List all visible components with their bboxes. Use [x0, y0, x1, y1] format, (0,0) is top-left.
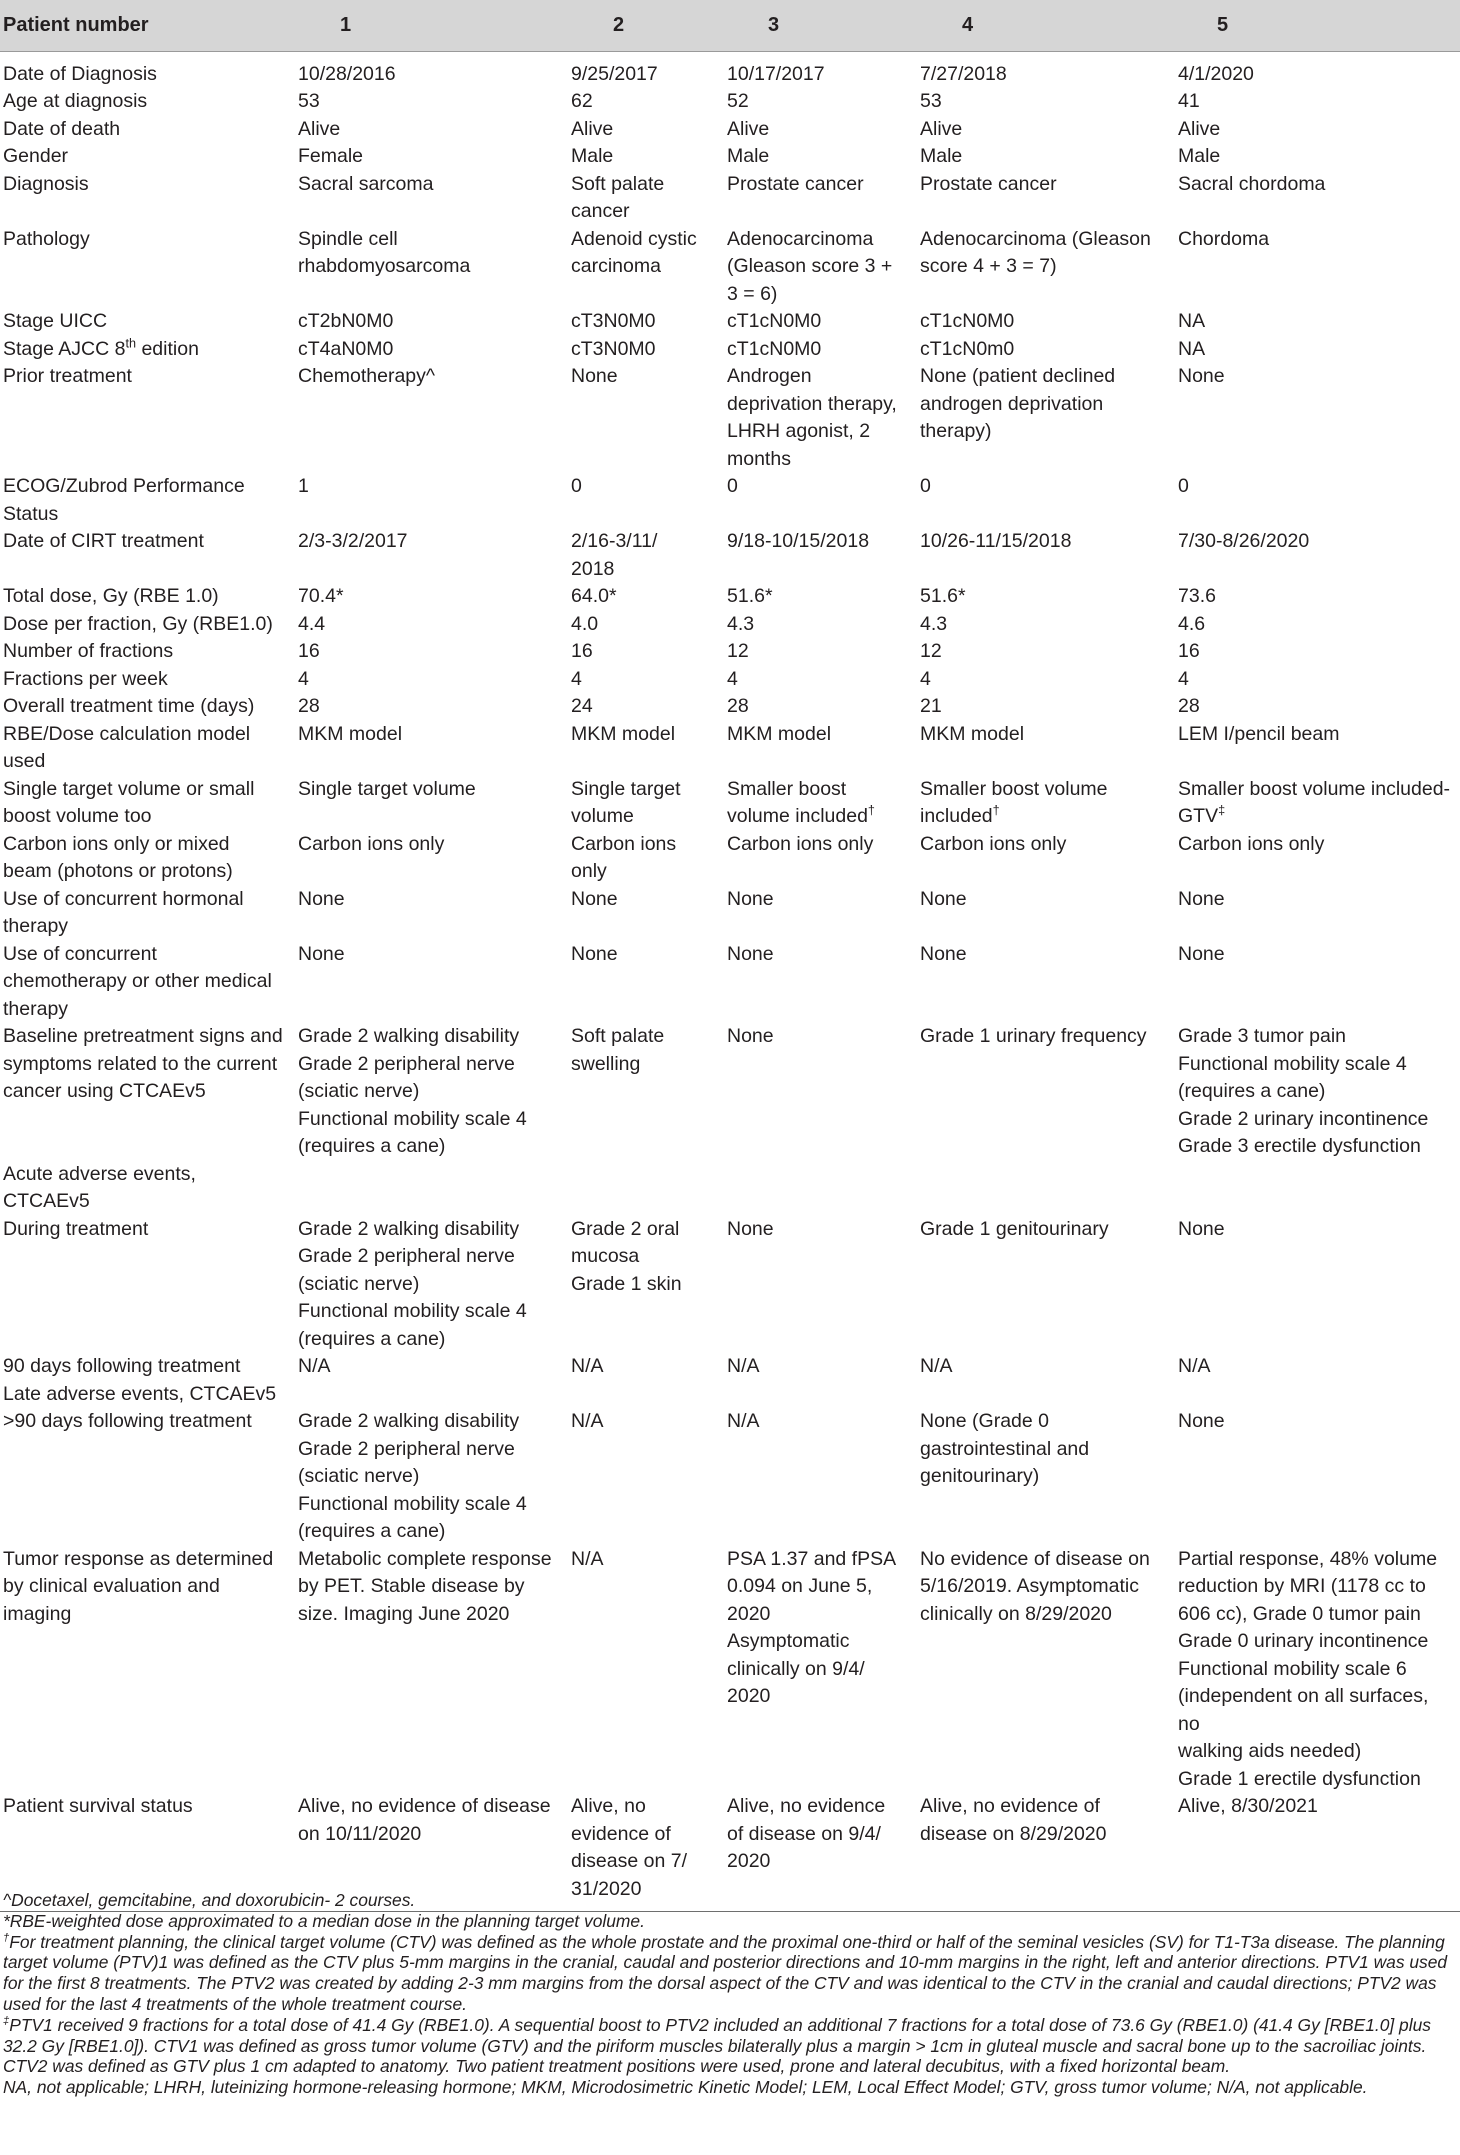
table-cell-patient-3: 28 — [727, 695, 749, 717]
table-cell-patient-1: Alive, no evidence of disease on 10/11/2020 — [297, 1793, 571, 1912]
header-patient-2: 2 — [571, 0, 725, 51]
table-cell-patient-2: Alive, no evidence of disease on 7/ 31/2020 — [571, 1793, 725, 1912]
row-label: Carbon ions only or mixed beam (photons or protons) — [3, 832, 233, 882]
table-cell-patient-3: 4.3 — [727, 612, 755, 635]
table-cell-patient-1: Sacral sarcoma — [298, 172, 434, 195]
table-cell-patient-3: Carbon ions only — [727, 832, 874, 855]
row-label: Age at diagnosis — [3, 90, 148, 112]
table-row — [0, 1546, 1460, 1794]
table-cell-patient-5: Chordoma — [1178, 227, 1270, 250]
table-cell-patient-1: Female — [298, 145, 364, 167]
table-cell-patient-3: cT1cN0M0 — [727, 310, 822, 332]
table-row — [0, 143, 1460, 171]
table-cell-patient-3: MKM model — [727, 722, 832, 745]
table-footnotes — [3, 1890, 1455, 2098]
table-cell-patient-5: None — [1178, 1410, 1225, 1432]
row-label: Use of concurrent hormonal therapy — [3, 887, 244, 937]
table-cell-patient-3: 52 — [727, 90, 749, 112]
table-cell-patient-5: Alive, 8/30/2021 — [1177, 1793, 1460, 1912]
table-cell-patient-4: 4 — [920, 667, 931, 690]
table-cell-patient-5: 16 — [1178, 640, 1200, 662]
table-cell-patient-1: Grade 2 walking disability Grade 2 peripheral nerve (sciatic nerve) Functional mobility scale 4 (requires a cane) — [298, 1217, 527, 1350]
table-cell-patient-1: 28 — [298, 695, 320, 717]
table-cell-patient-5: None — [1178, 1217, 1225, 1240]
table-cell-patient-4: 51.6* — [920, 585, 966, 607]
table-row — [0, 308, 1460, 336]
table-cell-patient-5: 7/30-8/26/2020 — [1178, 530, 1310, 552]
table-row — [0, 1408, 1460, 1546]
footnote: *RBE-weighted dose approximated to a median dose in the planning target volume. — [3, 1910, 645, 1931]
table-cell-patient-1: Metabolic complete response by PET. Stable disease by size. Imaging June 2020 — [298, 1547, 552, 1625]
table-cell-patient-3: Alive, no evidence of disease on 9/4/ 2020 — [725, 1793, 919, 1912]
row-label: Number of fractions — [3, 640, 174, 662]
table-cell-patient-2: N/A — [571, 1410, 604, 1432]
table-cell-patient-1: 2/3-3/2/2017 — [298, 530, 408, 552]
header-patient-4: 4 — [919, 0, 1177, 51]
footnote: ^Docetaxel, gemcitabine, and doxorubicin- 2 courses. — [3, 1890, 416, 1910]
table-cell-patient-1 — [297, 1161, 571, 1216]
table-cell-patient-2: Single target volume — [571, 777, 681, 827]
table-row — [0, 363, 1460, 473]
table-cell-patient-1: 4.4 — [298, 612, 326, 635]
table-row — [0, 886, 1460, 941]
table-cell-patient-4: N/A — [920, 1355, 953, 1377]
table-cell-patient-1: Chemotherapy^ — [298, 365, 436, 387]
table-row — [0, 226, 1460, 309]
table-cell-patient-2: 24 — [571, 695, 593, 717]
table-cell-patient-4: 53 — [920, 90, 942, 112]
table-cell-patient-4: Prostate cancer — [920, 172, 1057, 195]
table-row — [0, 1023, 1460, 1161]
table-cell-patient-1: Grade 2 walking disability Grade 2 peripheral nerve (sciatic nerve) Functional mobility scale 4 (requires a cane) — [298, 1025, 527, 1157]
row-label: Acute adverse events, CTCAEv5 — [3, 1162, 196, 1212]
table-cell-patient-3: Prostate cancer — [727, 172, 864, 195]
table-row — [0, 666, 1460, 694]
table-cell-patient-3: Adenocarcinoma (Gleason score 3 + 3 = 6) — [727, 227, 893, 305]
table-cell-patient-2: Carbon ions only — [571, 832, 677, 882]
header-patient-1: 1 — [297, 0, 571, 51]
table-cell-patient-2: None — [571, 887, 618, 910]
table-cell-patient-4: Grade 1 genitourinary — [920, 1217, 1109, 1240]
row-label: Stage AJCC 8th edition — [3, 336, 199, 360]
table-cell-patient-4: None — [920, 942, 967, 965]
table-cell-patient-5: 4/1/2020 — [1178, 62, 1254, 85]
table-cell-patient-1: 1 — [298, 475, 309, 497]
table-cell-patient-5: Grade 3 tumor pain Functional mobility scale 4 (requires a cane) Grade 2 urinary incontinence Grade 3 erectile dysfunction — [1178, 1025, 1429, 1157]
table-row — [0, 473, 1460, 528]
table-cell-patient-4: 12 — [920, 640, 942, 662]
table-cell-patient-2: N/A — [571, 1547, 604, 1570]
table-cell-patient-2: 16 — [571, 640, 593, 662]
row-label: Baseline pretreatment signs and symptoms related to the current cancer using CTCAEv5 — [3, 1025, 283, 1102]
table-cell-patient-3: PSA 1.37 and fPSA 0.094 on June 5, 2020 Asymptomatic clinically on 9/4/ 2020 — [727, 1547, 897, 1707]
table-row — [0, 721, 1460, 776]
row-label: Date of CIRT treatment — [3, 530, 204, 552]
header-patient-5: 5 — [1177, 0, 1460, 51]
row-label: RBE/Dose calculation model used — [3, 722, 251, 772]
table-row — [0, 1353, 1460, 1408]
table-cell-patient-2: Adenoid cystic carcinoma — [571, 227, 697, 277]
table-cell-patient-3: Male — [727, 145, 770, 167]
table-cell-patient-2: 0 — [571, 475, 582, 497]
table-cell-patient-3: cT1cN0M0 — [727, 337, 822, 360]
table-cell-patient-1: N/A — [298, 1355, 331, 1377]
table-cell-patient-3: 12 — [727, 640, 749, 662]
table-cell-patient-4: 0 — [920, 475, 931, 497]
table-cell-patient-4: Grade 1 urinary frequency — [920, 1025, 1147, 1047]
table-cell-patient-4: cT1cN0m0 — [920, 337, 1015, 360]
table-cell-patient-1: Grade 2 walking disability Grade 2 peripheral nerve (sciatic nerve) Functional mobility scale 4 (requires a cane) — [298, 1410, 527, 1542]
table-cell-patient-4: 21 — [920, 695, 942, 717]
table-cell-patient-3: 9/18-10/15/2018 — [727, 530, 870, 552]
table-cell-patient-3: 51.6* — [727, 585, 773, 607]
row-label: Total dose, Gy (RBE 1.0) — [3, 585, 219, 607]
table-cell-patient-4: cT1cN0M0 — [920, 310, 1015, 332]
table-cell-patient-5: NA — [1178, 337, 1206, 360]
table-row — [0, 638, 1460, 666]
table-cell-patient-2: cT3N0M0 — [571, 310, 656, 332]
table-row — [0, 611, 1460, 639]
table-cell-patient-5: Partial response, 48% volume reduction by MRI (1178 cc to 606 cc), Grade 0 tumor pain Grade 0 urinary incontinence Functional mobility scale 6 (independent on all surfaces, no walking aids needed) Grade 1 erectile dysfunction — [1178, 1547, 1438, 1790]
table-cell-patient-2: 62 — [571, 90, 593, 112]
table-cell-patient-1: cT2bN0M0 — [298, 310, 394, 332]
table-cell-patient-3: Smaller boost volume included† — [727, 777, 875, 827]
table-cell-patient-1: Spindle cell rhabdomyosarcoma — [298, 227, 471, 277]
table-cell-patient-1: None — [298, 942, 345, 965]
table-cell-patient-2: Soft palate cancer — [571, 172, 665, 222]
table-cell-patient-1: Carbon ions only — [298, 832, 445, 855]
table-cell-patient-2: N/A — [571, 1355, 604, 1377]
table-cell-patient-4: Carbon ions only — [920, 832, 1067, 855]
table-cell-patient-2: Male — [571, 145, 614, 167]
table-cell-patient-5: Male — [1178, 145, 1221, 167]
table-cell-patient-2: 4.0 — [571, 612, 599, 635]
table-cell-patient-1: 53 — [298, 90, 320, 112]
table-cell-patient-5: LEM I/pencil beam — [1178, 722, 1340, 745]
table-row — [0, 1161, 1460, 1216]
table-row — [0, 831, 1460, 886]
table-cell-patient-3: Androgen deprivation therapy, LHRH agonist, 2 months — [727, 365, 897, 470]
table-cell-patient-5: None — [1178, 942, 1225, 965]
table-cell-patient-4: Smaller boost volume included† — [920, 777, 1108, 827]
table-cell-patient-2: 9/25/2017 — [571, 62, 658, 85]
table-cell-patient-1: 4 — [298, 667, 309, 690]
table-row — [0, 528, 1460, 583]
row-label: 90 days following treatment Late adverse events, CTCAEv5 — [3, 1355, 277, 1405]
table-cell-patient-5: Alive — [1178, 117, 1221, 140]
table-cell-patient-5: 4.6 — [1178, 612, 1206, 635]
table-cell-patient-4: MKM model — [920, 722, 1025, 745]
row-label: Single target volume or small boost volume too — [3, 777, 255, 827]
table-cell-patient-5: 0 — [1178, 475, 1189, 497]
table-cell-patient-1: cT4aN0M0 — [298, 337, 394, 360]
table-cell-patient-5: Smaller boost volume included- GTV‡ — [1178, 777, 1451, 827]
table-row — [0, 336, 1460, 364]
table-row — [0, 51, 1460, 88]
table-cell-patient-5 — [1177, 1161, 1460, 1216]
table-cell-patient-3: N/A — [727, 1410, 760, 1432]
table-cell-patient-2: None — [571, 365, 618, 387]
footnote: NA, not applicable; LHRH, luteinizing hormone-releasing hormone; MKM, Microdosimetric Kinetic Model; LEM, Local Effect Model; GTV, gross tumor volume; N/A, not applicable. — [3, 2077, 1368, 2098]
row-label: Overall treatment time (days) — [3, 695, 255, 717]
table-cell-patient-2: 4 — [571, 667, 582, 690]
table-cell-patient-1: 16 — [298, 640, 320, 662]
table-row — [0, 171, 1460, 226]
table-cell-patient-5: Carbon ions only — [1178, 832, 1325, 855]
row-label: Stage UICC — [3, 310, 108, 332]
table-cell-patient-4: 10/26-11/15/2018 — [920, 530, 1072, 552]
table-cell-patient-5: None — [1178, 365, 1225, 387]
table-cell-patient-5: 73.6 — [1178, 585, 1216, 607]
table-cell-patient-4: Alive — [920, 117, 963, 140]
table-cell-patient-2: Alive — [571, 117, 614, 140]
table-row — [0, 88, 1460, 116]
table-cell-patient-2: None — [571, 942, 618, 965]
row-label: Dose per fraction, Gy (RBE1.0) — [3, 612, 273, 635]
row-label: Diagnosis — [3, 172, 89, 195]
table-cell-patient-3: N/A — [727, 1355, 760, 1377]
table-row — [0, 941, 1460, 1024]
table-cell-patient-4: No evidence of disease on 5/16/2019. Asymptomatic clinically on 8/29/2020 — [920, 1547, 1150, 1625]
table-cell-patient-4: 4.3 — [920, 612, 948, 635]
row-label: Gender — [3, 145, 69, 167]
table-cell-patient-4: Male — [920, 145, 963, 167]
row-label: Fractions per week — [3, 667, 168, 690]
table-cell-patient-3: None — [727, 887, 774, 910]
table-body — [0, 51, 1460, 1912]
table-cell-patient-4: None (Grade 0 gastrointestinal and genitourinary) — [920, 1410, 1090, 1487]
row-label: Pathology — [3, 227, 90, 250]
row-label: Date of death — [3, 117, 121, 140]
table-cell-patient-1: 70.4* — [298, 585, 344, 607]
table-cell-patient-3: None — [727, 1025, 774, 1047]
row-label: Date of Diagnosis — [3, 62, 157, 85]
table-header — [0, 0, 1460, 51]
table-row — [0, 583, 1460, 611]
table-cell-patient-3: None — [727, 942, 774, 965]
table-cell-patient-4 — [919, 1161, 1177, 1216]
table-cell-patient-3 — [725, 1161, 919, 1216]
row-label: ECOG/Zubrod Performance Status — [3, 475, 245, 525]
table-cell-patient-3: 4 — [727, 667, 738, 690]
table-cell-patient-3: Alive — [727, 117, 770, 140]
table-cell-patient-4: Alive, no evidence of disease on 8/29/2020 — [919, 1793, 1177, 1912]
row-label: >90 days following treatment — [3, 1410, 252, 1432]
header-patient-3: 3 — [725, 0, 919, 51]
footnote: †For treatment planning, the clinical target volume (CTV) was defined as the whole prostate and the proximal one-third or half of the seminal vesicles (SV) for T1-T3a disease. The planning target volume (PTV)1 was defined as the CTV plus 5-mm margins in the cranial, caudal and posterior directions and 10-mm margins in the right, left and anterior directions. PTV1 was used for the first 8 treatments. The PTV2 was created by adding 2-3 mm margins from the dorsal aspect of the CTV and was identical to the CTV in the cranial and caudal directions; PTV2 was used for the last 4 treatments of the whole treatment course. — [3, 1931, 1448, 2014]
table-row — [0, 776, 1460, 831]
table-cell-patient-1: MKM model — [298, 722, 403, 745]
table-row — [0, 116, 1460, 144]
row-label: Use of concurrent chemotherapy or other medical therapy — [3, 942, 272, 1020]
table-cell-patient-1: Alive — [298, 117, 341, 140]
row-label: During treatment — [3, 1217, 149, 1240]
header-row — [0, 0, 1460, 51]
table-cell-patient-5: 41 — [1178, 90, 1200, 112]
table-cell-patient-4: Adenocarcinoma (Gleason score 4 + 3 = 7) — [920, 227, 1151, 277]
table-row — [0, 693, 1460, 721]
table-cell-patient-5: NA — [1178, 310, 1206, 332]
table-cell-patient-2: 2/16-3/11/ 2018 — [571, 530, 658, 580]
table-cell-patient-2 — [571, 1161, 725, 1216]
table-cell-patient-4: 7/27/2018 — [920, 62, 1007, 85]
footnote: ‡PTV1 received 9 fractions for a total dose of 41.4 Gy (RBE1.0). A sequential boost to PTV2 included an additional 7 fractions for a total dose of 73.6 Gy (RBE1.0) (41.4 Gy [RBE1.0] plus 32.2 Gy [RBE1.0]). CTV1 was defined as gross tumor volume (GTV) and the piriform muscles bilaterally plus a margin > 1cm in gluteal muscle and sacral bone up to the sacroiliac joints. CTV2 was defined as GTV plus 1 cm adapted to anatomy. Two patient treatment positions were used, prone and lateral decubitus, with a fixed horizontal beam. — [3, 2014, 1431, 2077]
table-cell-patient-3: 0 — [727, 475, 738, 497]
header-patient-number: Patient number — [0, 0, 297, 51]
row-label: Tumor response as determined by clinical evaluation and imaging — [3, 1547, 274, 1625]
table-cell-patient-5: N/A — [1178, 1355, 1211, 1377]
table-cell-patient-2: Soft palate swelling — [571, 1025, 665, 1075]
row-label: Patient survival status — [0, 1793, 297, 1912]
table-cell-patient-3: 10/17/2017 — [727, 62, 825, 85]
table-cell-patient-2: 64.0* — [571, 585, 617, 607]
table-cell-patient-5: 28 — [1178, 695, 1200, 717]
table-cell-patient-4: None — [920, 887, 967, 910]
table-cell-patient-4: None (patient declined androgen deprivation therapy) — [920, 365, 1116, 442]
table-cell-patient-1: Single target volume — [298, 777, 476, 800]
table-cell-patient-5: None — [1178, 887, 1225, 910]
row-label: Prior treatment — [3, 365, 132, 387]
table-cell-patient-1: None — [298, 887, 345, 910]
table-cell-patient-2: Grade 2 oral mucosa Grade 1 skin — [571, 1217, 682, 1295]
table-cell-patient-5: 4 — [1178, 667, 1189, 690]
table-cell-patient-5: Sacral chordoma — [1178, 172, 1326, 195]
table-cell-patient-2: cT3N0M0 — [571, 337, 656, 360]
table-cell-patient-2: MKM model — [571, 722, 676, 745]
table-cell-patient-3: None — [727, 1217, 774, 1240]
table-row — [0, 1216, 1460, 1354]
table-cell-patient-1: 10/28/2016 — [298, 62, 396, 85]
